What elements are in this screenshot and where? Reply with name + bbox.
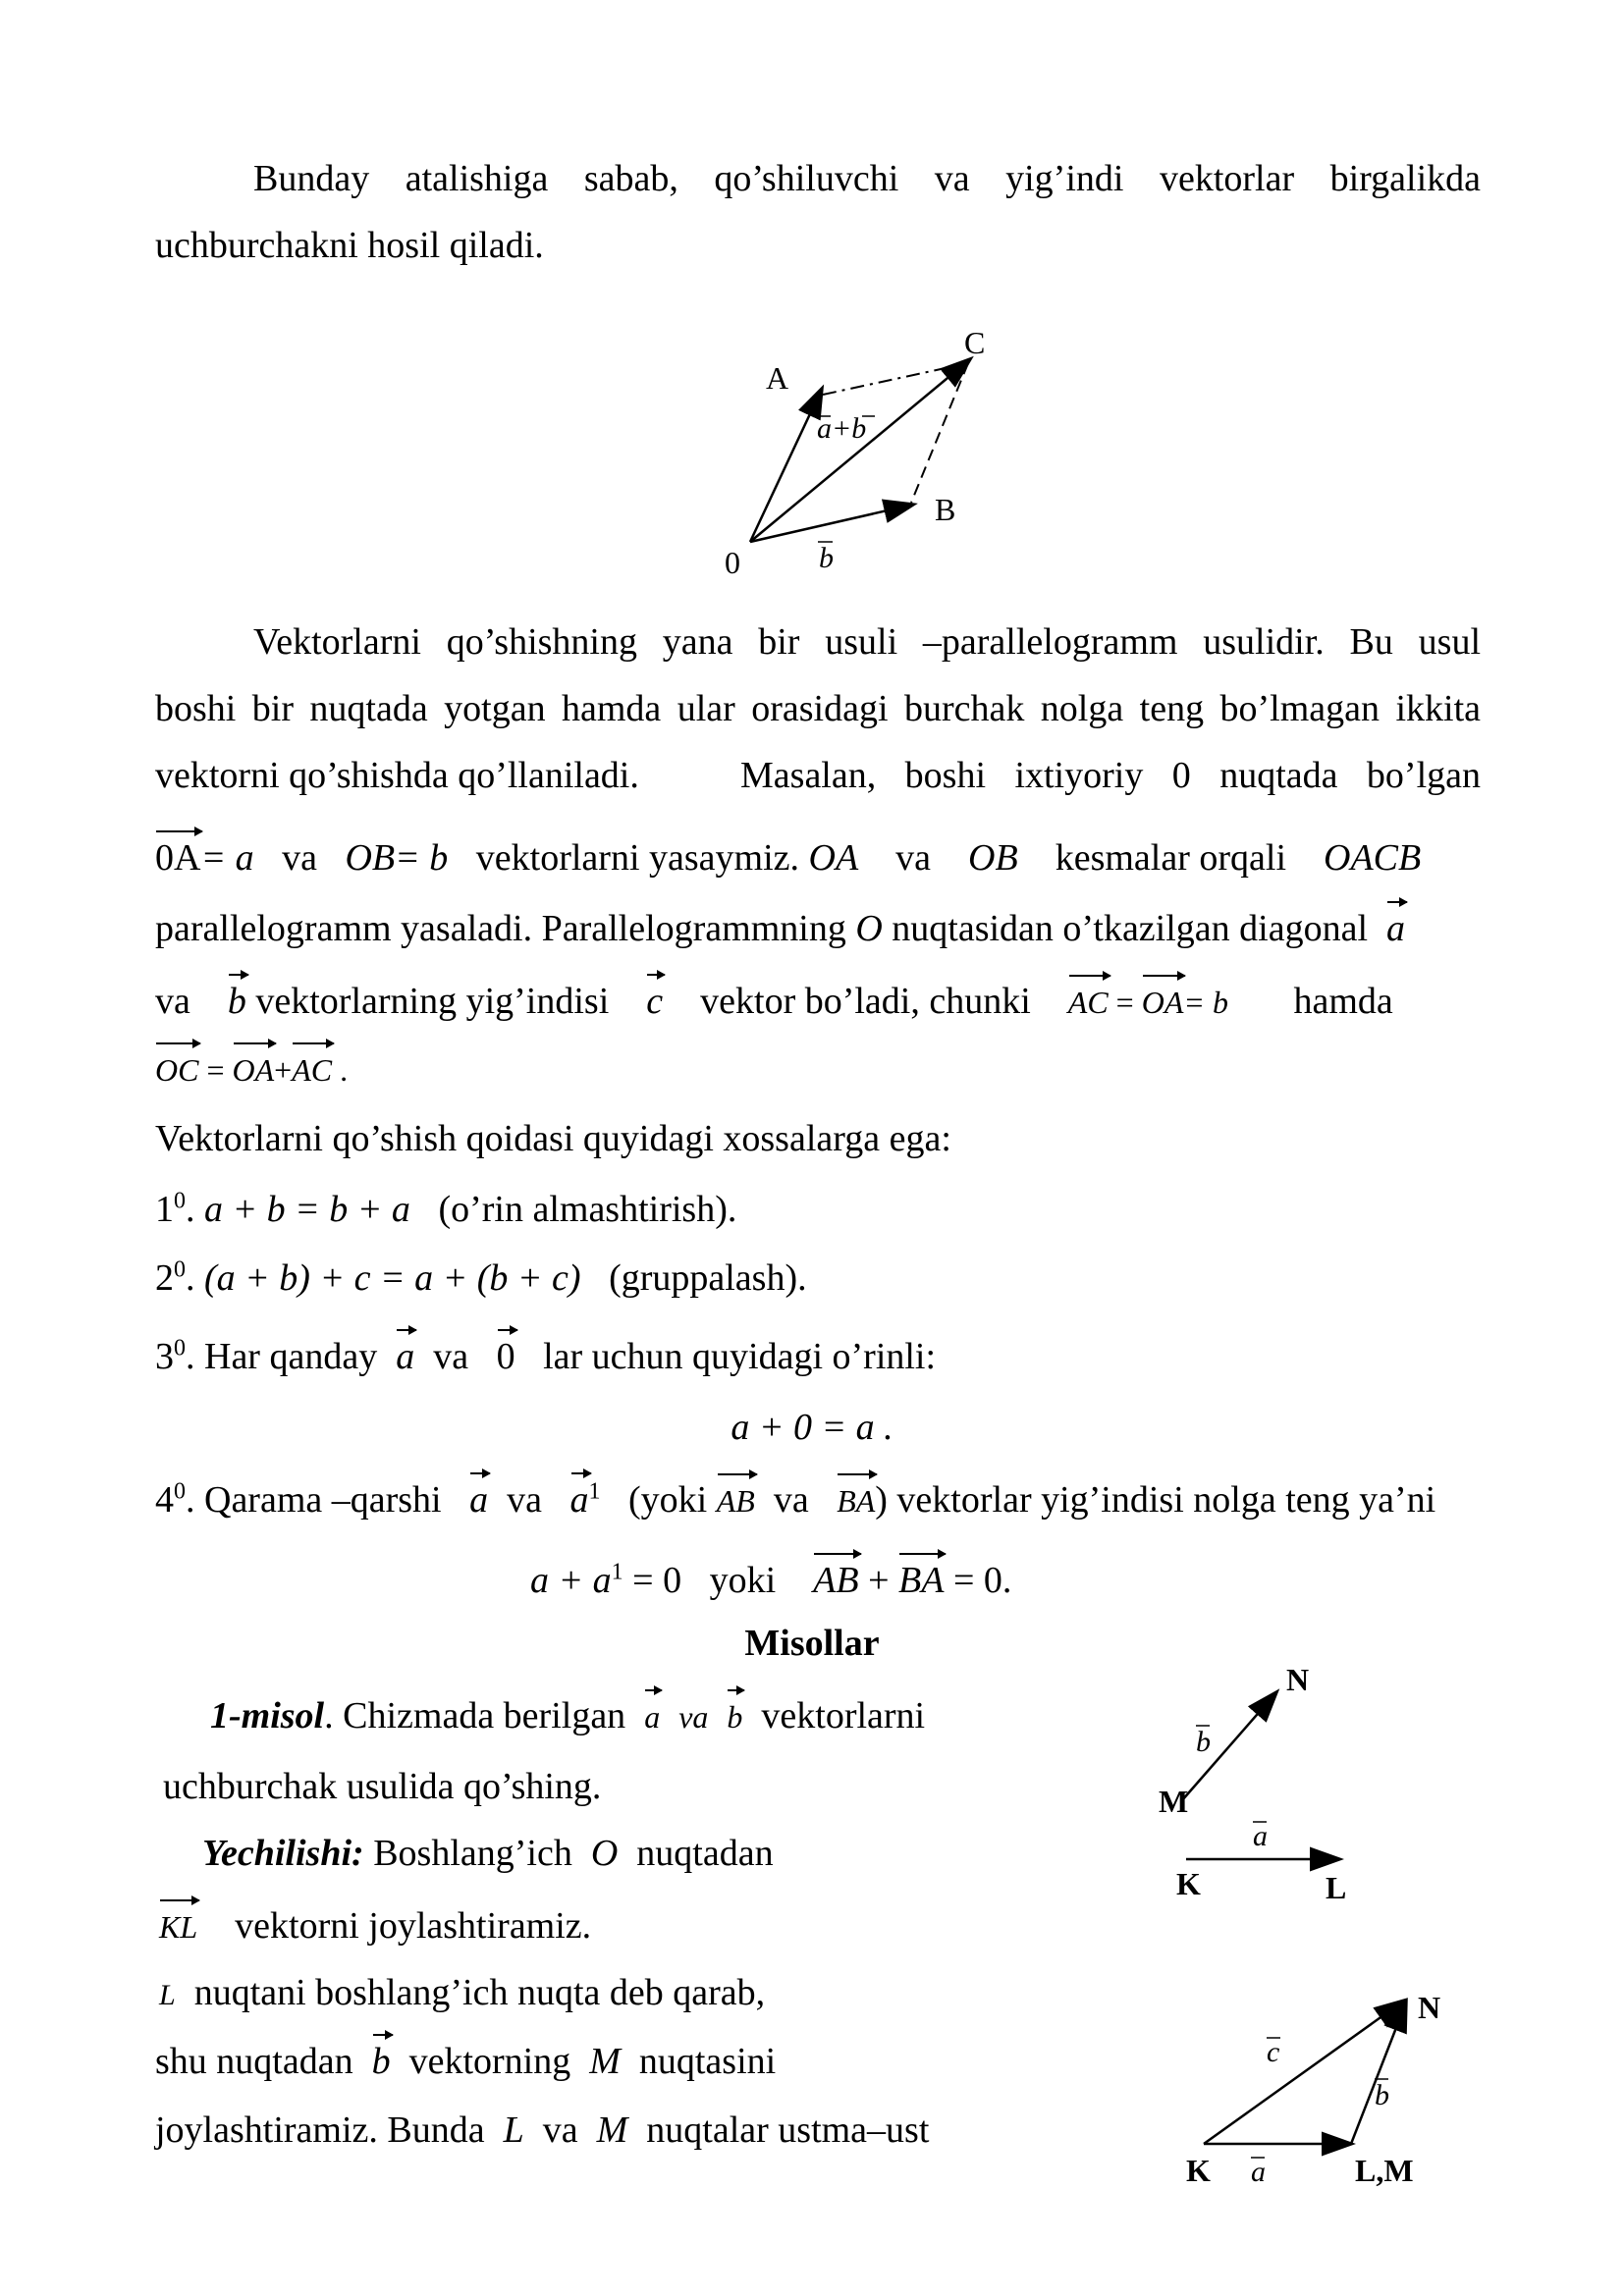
fig1-label-b: b [819, 542, 834, 574]
vec-a: a [1386, 908, 1406, 949]
fig1-label-O: 0 [725, 545, 740, 580]
props-intro: Vektorlarni qo’shish qoidasi quyidagi xossalarga ega: [155, 1118, 951, 1159]
fig3-label-a: a [1251, 2156, 1266, 2188]
fig2-label-M: M [1159, 1784, 1189, 1819]
solution-line5: joylashtiramiz. Bunda L va M nuqtalar ustma–ust [155, 2109, 930, 2151]
para2-line3b: Masalan, boshi ixtiyoriy 0 nuqtada bo’lgan [740, 755, 1481, 796]
solution-line1: Yechilishi: Boshlang’ich O nuqtadan [202, 1833, 774, 1874]
para2-line3a: vektorni qo’shishda qo’llaniladi. [155, 755, 639, 796]
vec-0A: 0A [155, 837, 201, 879]
fig3-label-K: K [1186, 2153, 1211, 2188]
para1-line1: Bunday atalishiga sabab, qo’shiluvchi va yig’indi vektorlar birgalikda [253, 158, 1481, 199]
figure-given-vectors [1139, 1649, 1355, 1904]
solution-line4: shu nuqtadan b vektorning M nuqtasini [155, 2041, 777, 2082]
para2-line6: va b vektorlarning yig’indisi c vektor bo’ladi, chunki AC = OA= b hamda [155, 981, 1393, 1022]
solution-line2: KL vektorni joylashtiramiz. [159, 1905, 592, 1947]
section-heading-misollar: Misollar [744, 1623, 880, 1664]
fig2-label-N: N [1286, 1662, 1310, 1697]
para2-line5: parallelogramm yasaladi. Parallelogrammning O nuqtasidan o’tkazilgan diagonal a [155, 908, 1406, 949]
example-1-line2: uchburchak usulida qo’shing. [163, 1766, 602, 1807]
para2-line1: Vektorlarni qo’shishning yana bir usuli –parallelogramm usulidir. Bu usul [253, 621, 1481, 663]
property-4-formula: $a + a^1 = 0$ yoki AB + BA = 0. [530, 1559, 1012, 1601]
figure-triangle-rule [707, 324, 1021, 589]
fig1-label-A: A [766, 360, 789, 396]
para2-line4: 0A= a va OB= b vektorlarni yasaymiz. OA va OB kesmalar orqali OACB [155, 837, 1422, 879]
para2-line2: boshi bir nuqtada yotgan hamda ular orasidagi burchak nolga teng bo’lmagan ikkita [155, 688, 1481, 729]
fig2-label-b: b [1196, 1726, 1211, 1758]
fig2-label-K: K [1176, 1866, 1201, 1901]
property-3-formula: a + 0 = a . [731, 1407, 893, 1448]
fig1-label-sum: a+b [817, 412, 867, 445]
para1-line2: uchburchakni hosil qiladi. [155, 225, 544, 266]
solution-line3: L nuqtani boshlang’ich nuqta deb qarab, [159, 1972, 766, 2013]
fig2-label-L: L [1326, 1870, 1347, 1904]
fig3-label-c: c [1267, 2036, 1280, 2068]
fig3-label-N: N [1418, 1990, 1441, 2025]
example-1-line1: 1-misol. Chizmada berilgan a va b vektorlarni [210, 1695, 926, 1736]
fig3-label-b: b [1375, 2079, 1389, 2111]
fig1-label-B: B [935, 492, 956, 527]
property-1: $1^0$. a + b = b + a (o’rin almashtirish). [155, 1188, 737, 1230]
fig2-label-a: a [1253, 1820, 1268, 1852]
fig1-label-C: C [964, 325, 986, 360]
property-4: $4^0$. Qarama –qarshi a va $a^1$ (yoki AB va BA) vektorlar yig’indisi nolga teng ya’ni [155, 1478, 1436, 1521]
figure-triangle-sum [1168, 1973, 1463, 2189]
para2-line7: OC = OA+AC . [155, 1048, 348, 1092]
property-3: $3^0$. Har qanday a va 0 lar uchun quyidagi o’rinli: [155, 1335, 937, 1377]
fig3-label-LM: L,M [1355, 2153, 1414, 2188]
property-2: $2^0$. (a + b) + c = a + (b + c) (gruppalash). [155, 1256, 807, 1299]
